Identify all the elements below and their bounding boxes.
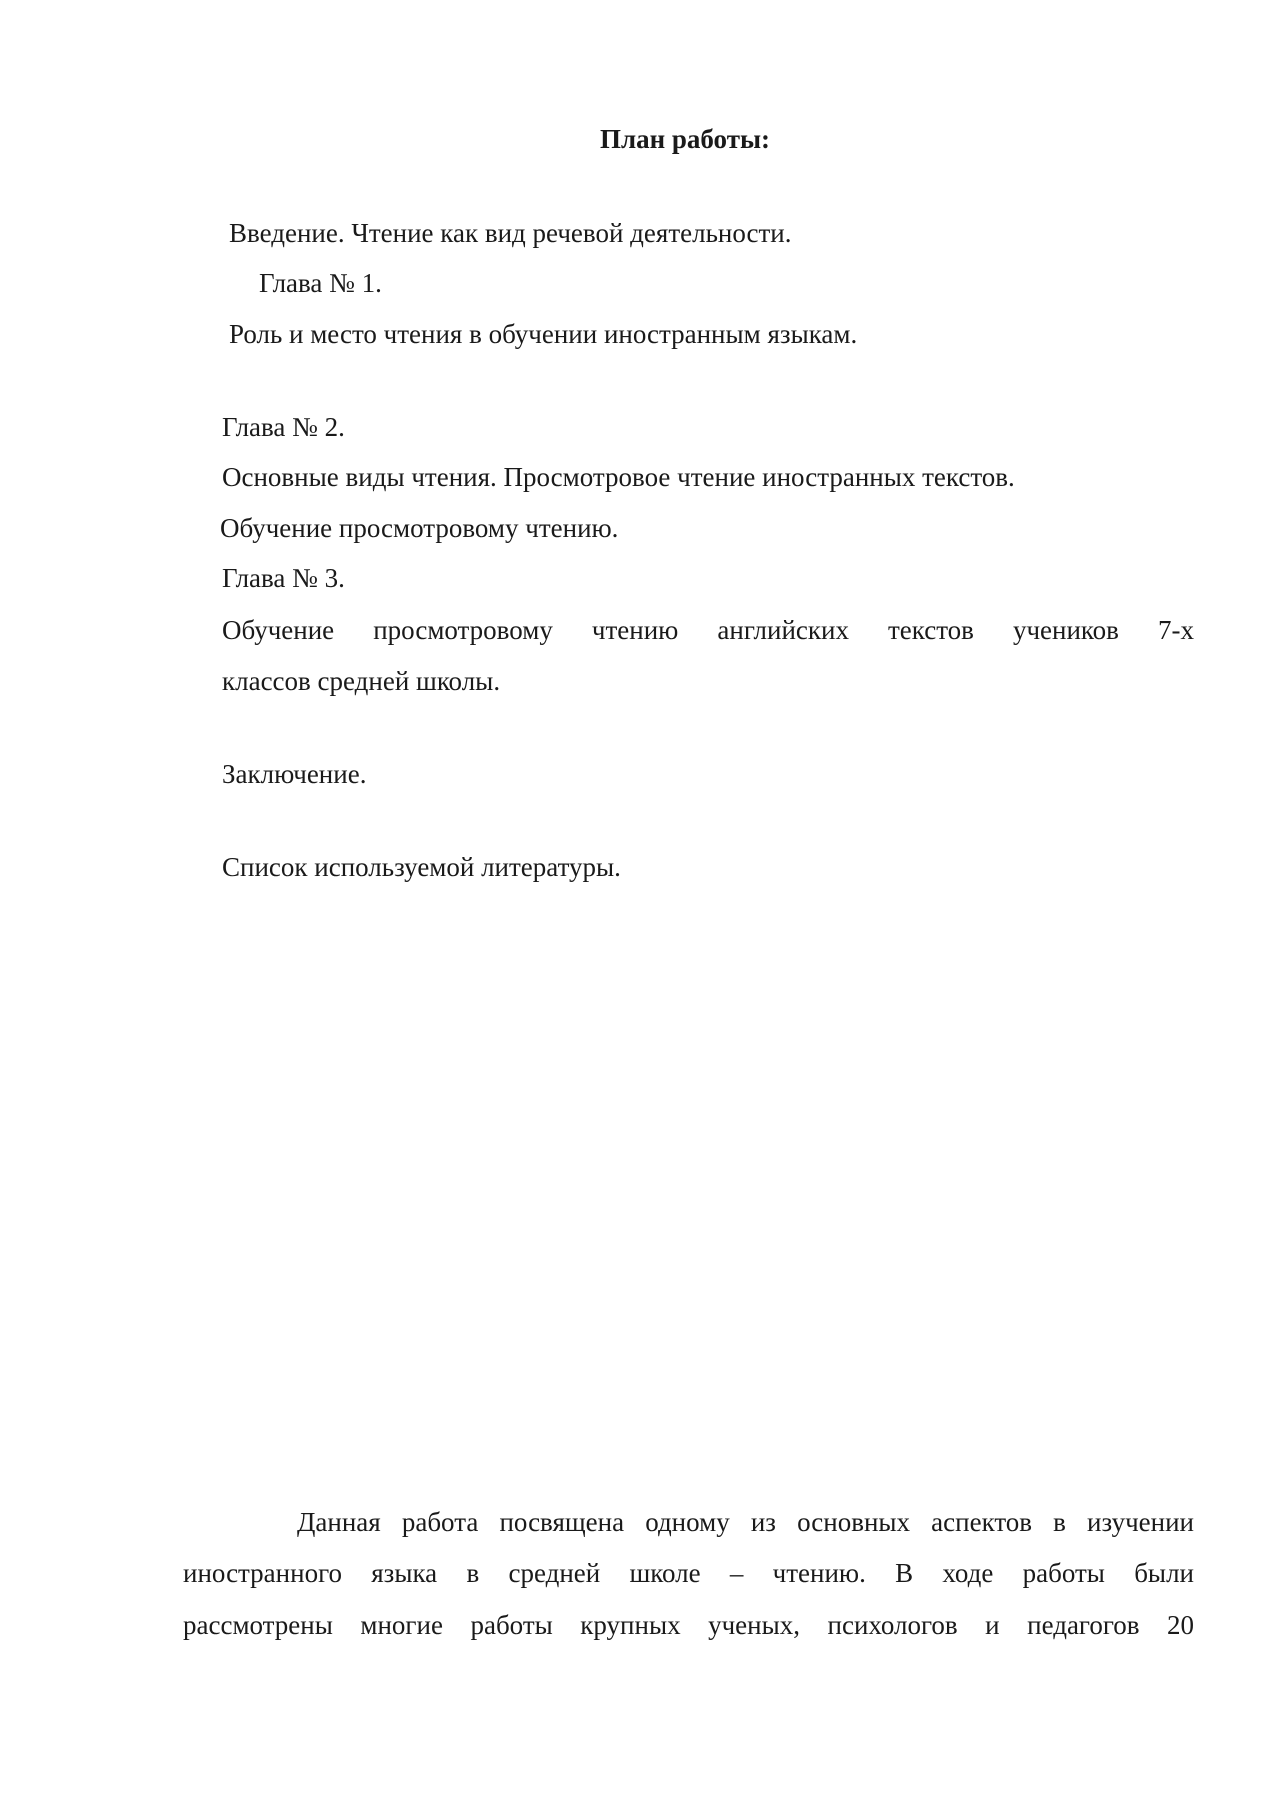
paragraph-line-2: иностранного языка в средней школе – чтению. В ходе работы были [183,1558,1194,1588]
toc-chapter1-heading: Глава № 1. [259,268,382,298]
paragraph-line-3: рассмотрены многие работы крупных ученых, психологов и педагогов 20 [183,1610,1194,1640]
toc-chapter1-title: Роль и место чтения в обучении иностранным языкам. [229,319,858,349]
paragraph-line-1: Данная работа посвящена одному из основных аспектов в изучении [297,1507,1194,1537]
page-title: План работы: [599,124,771,154]
toc-chapter2-heading: Глава № 2. [222,412,345,442]
toc-conclusion: Заключение. [222,759,367,789]
toc-chapter3-heading: Глава № 3. [222,563,345,593]
toc-references: Список используемой литературы. [222,852,621,882]
toc-chapter3-title-line1: Обучение просмотровому чтению английских текстов учеников 7-х [222,615,1194,645]
toc-intro: Введение. Чтение как вид речевой деятельности. [229,218,792,248]
toc-chapter2-title-line1: Основные виды чтения. Просмотровое чтение иностранных текстов. [222,462,1015,492]
toc-chapter3-title-line2: классов средней школы. [222,666,501,696]
toc-chapter2-title-line2: Обучение просмотровому чтению. [220,513,619,543]
